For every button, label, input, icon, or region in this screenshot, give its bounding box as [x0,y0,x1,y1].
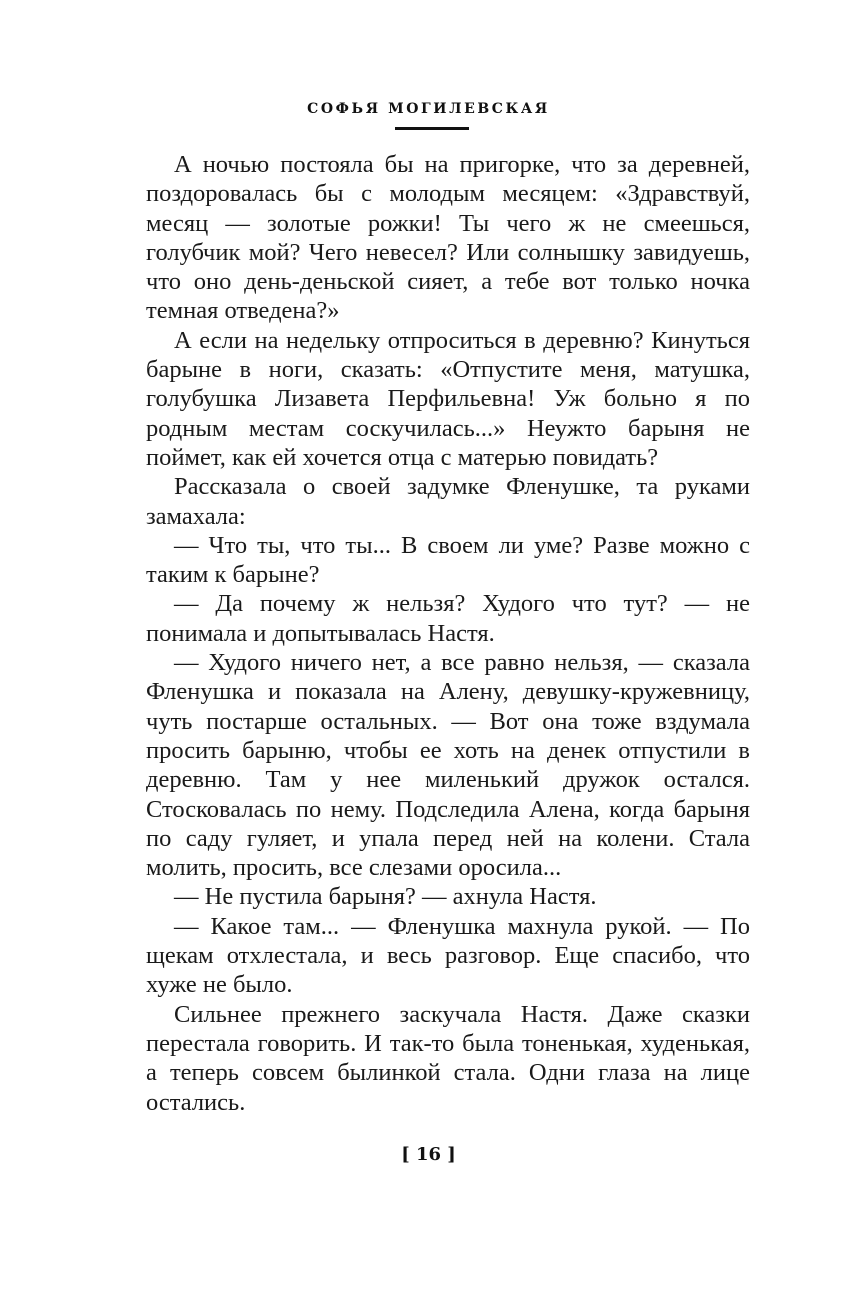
page-number: [ 16 ] [401,1144,456,1165]
body-text [146,150,750,1117]
paragraph: Рассказала о своей задумке Фленушке, та руками замахала: [146,473,750,530]
paragraph: А ночью постояла бы на пригорке, что за деревней, поздоровалась бы с молодым месяцем: «Здравствуй, месяц — золотые рожки! Ты чего ж не смеешься, голубчик мой? Чего невесел? Или солнышку завидуешь, что оно день-деньской сияет, а тебе вот только ночка темная отведена?» [146,151,750,325]
dialogue-line: — Да почему ж нельзя? Худого что тут? — не понимала и допытывалась Настя. [146,590,750,647]
header-rule [395,127,469,130]
dialogue-line: — Что ты, что ты... В своем ли уме? Разве можно с таким к барыне? [146,531,750,589]
dialogue-line: — Худого ничего нет, а все равно нельзя, — сказала Фленушка и показала на Алену, девушку-кружевницу, чуть постарше остальных. — Вот она тоже вздумала просить барыню, чтобы ее хоть на денек отпустили в деревню. Там у нее миленький дружок остался. Стосковалась по нему. Подследила Алена, когда барыня по саду гуляет, и упала перед ней на колени. Стала молить, просить, все слезами оросила... [146,649,750,882]
dialogue-line: — Какое там... — Фленушка махнула рукой. — По щекам отхлестала, и весь разговор. Еще спасибо, что хуже не было. [146,912,750,999]
paragraph: А если на недельку отпроситься в деревню? Кинуться барыне в ноги, сказать: «Отпустите меня, матушка, голубушка Лизавета Перфильевна! Уж больно я по родным местам соскучилась...» Неужто барыня не поймет, как ей хочется отца с матерью повидать? [146,326,750,471]
paragraph: Сильнее прежнего заскучала Настя. Даже сказки перестала говорить. И так-то была тоненькая, худенькая, а теперь совсем былинкой стала. Одни глаза на лице остались. [146,1000,750,1116]
dialogue-line: — Не пустила барыня? — ахнула Настя. [174,883,597,911]
running-head-author: СОФЬЯ МОГИЛЕВСКАЯ [307,101,550,117]
